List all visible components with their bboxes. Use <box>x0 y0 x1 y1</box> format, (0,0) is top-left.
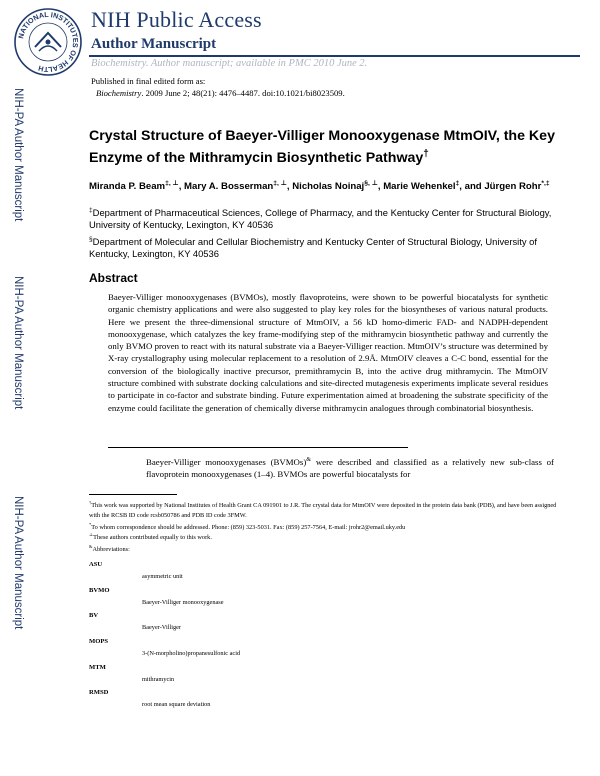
title-footnote-mark: † <box>423 148 429 160</box>
abbreviations-heading <box>89 545 559 554</box>
footnote-mark: & <box>89 543 93 549</box>
abstract-text: Baeyer-Villiger monooxygenases (BVMOs), mostly flavoproteins, were shown to be powerful biocatalysts for synthetic organic chemistry applications and were also suggested to play key roles for the biosyntheses of various natural products. Here we present the three-dimensional structure of MtmOIV, a 56 kD homo-dimeric FAD- and NADPH-dependent monooxygenase, which catalyzes the key frame-modifying step of the mithramycin biosynthetic pathway and currently the only BVMO proven to react with its natural substrate via a Baeyer-Villiger reaction. MtmOIV’s structure was determined by X-ray crystallography using molecular replacement to a resolution of 2.9Å. MtmOIV cleaves a C-C bond, essential for the conversion of the biologically inactive precursor, premithramycin B, into the active drug mithramycin. The MtmOIV structure combined with substrate docking calculations and site-directed mutagenesis experiments implicate several residues to participate in co-factor and substrate binding. Future experimentation aimed at broadening the substrate specificity of the enzyme could facilitate the generation of chemically diverse mithramycin analogues through combinatorial biosynthesis. <box>108 292 548 413</box>
author-separator: , and <box>459 181 485 192</box>
side-banner: NIH-PA Author Manuscript <box>12 276 24 410</box>
abstract-divider <box>108 447 408 448</box>
abbreviation-value: asymmetric unit <box>142 573 183 580</box>
abbreviation-key: MOPS <box>89 638 109 645</box>
footnote-divider <box>89 494 177 495</box>
nih-public-access-title: NIH Public Access <box>91 7 262 32</box>
affiliation <box>89 236 559 260</box>
author-marks: *,‡ <box>541 179 550 187</box>
journal-name: Biochemistry <box>96 88 142 98</box>
author-name: Nicholas Noinaj <box>292 181 365 192</box>
header-divider <box>89 55 580 57</box>
affiliation-mark: ‡ <box>89 206 93 214</box>
intro-text: Baeyer-Villiger monooxygenases (BVMOs) <box>146 457 307 467</box>
abbreviation-value: 3-(N-morpholino)propanesulfonic acid <box>142 650 241 657</box>
correspondence-footnote <box>89 523 559 532</box>
funding-footnote <box>89 501 559 520</box>
abbreviation-key: MTM <box>89 664 106 671</box>
author-marks: ‡ <box>455 179 460 187</box>
abbreviation-key: ASU <box>89 561 103 568</box>
author-separator: , <box>286 181 293 192</box>
author-name: Mary A. Bosserman <box>184 181 274 192</box>
side-banner: NIH-PA Author Manuscript <box>12 88 24 222</box>
author-separator: , <box>178 181 185 192</box>
footnote-mark: * <box>89 521 92 527</box>
abbreviation-key: RMSD <box>89 689 109 696</box>
abbreviation-key: BV <box>89 612 99 619</box>
paper-title-text: Crystal Structure of Baeyer-Villiger Monooxygenase MtmOIV, the Key Enzyme of the Mithramycin Biosynthetic Pathway <box>89 128 555 166</box>
author-name: Jürgen Rohr <box>484 181 542 192</box>
intro-footnote-mark: & <box>306 457 312 464</box>
intro-text-cont: were described and classified as a relatively new sub-class of flavoprotein monooxygenases (1–4). BVMOs are powerful biocatalysts for <box>146 457 554 480</box>
abstract-heading: Abstract <box>89 271 138 285</box>
footnote-mark: † <box>89 499 92 505</box>
abbreviation-value: Baeyer-Villiger monooxygenase <box>142 599 224 606</box>
affiliation-text: Department of Pharmaceutical Sciences, College of Pharmacy, and the Kentucky Center for Structural Biology, University of Kentucky, Lexington, KY 40536 <box>89 207 552 230</box>
author-manuscript-label: Author Manuscript <box>91 36 217 52</box>
abbreviation-key: BVMO <box>89 587 110 594</box>
author-name: Miranda P. Beam <box>89 181 166 192</box>
author-marks: ‡, ⊥ <box>273 179 287 187</box>
side-banner: NIH-PA Author Manuscript <box>12 496 24 630</box>
intro-paragraph <box>146 456 554 481</box>
abbreviation-value: Baeyer-Villiger <box>142 624 182 631</box>
published-label: Published in final edited form as: <box>91 76 206 86</box>
author-marks: §, ⊥ <box>364 179 378 187</box>
author-list <box>89 181 559 193</box>
footnote-text: This work was supported by National Institutes of Health Grant CA 091901 to J.R. The crystal data for MtmOIV were deposited in the protein data bank (PDB), and have been assigned with the RCSB ID code rcsb050786 and PDB ID code 3FMW. <box>89 502 557 519</box>
author-name: Marie Wehenkel <box>383 181 456 192</box>
footnote-text: Abbreviations: <box>92 546 130 553</box>
footnote-mark: ⊥ <box>89 531 94 537</box>
seal-text: NATIONAL INSTITUTES OF HEALTH <box>16 9 81 75</box>
paper-title <box>89 125 559 169</box>
citation-line <box>96 88 345 98</box>
availability-note: Biochemistry. Author manuscript; available in PMC 2010 June 2. <box>91 58 368 69</box>
affiliation-mark: § <box>89 235 93 243</box>
author-marks: ‡, ⊥ <box>165 179 179 187</box>
citation-details: . 2009 June 2; 48(21): 4476–4487. doi:10.1021/bi8023509. <box>141 88 345 98</box>
footnote-text: To whom correspondence should be addressed. Phone: (859) 323-5031. Fax: (859) 257-7564, E-mail: jrohr2@email.uky.edu <box>91 524 406 531</box>
equal-contribution-footnote <box>89 533 559 542</box>
nih-seal-logo <box>13 7 83 77</box>
footnote-text: These authors contributed equally to this work. <box>93 534 212 541</box>
affiliation-text: Department of Molecular and Cellular Biochemistry and Kentucky Center of Structural Biology, University of Kentucky, Lexington, KY 40536 <box>89 236 537 259</box>
abbreviation-value: mithramycin <box>142 676 175 683</box>
author-separator: , <box>377 181 384 192</box>
abbreviation-value: root mean square deviation <box>142 701 211 708</box>
affiliation <box>89 207 559 231</box>
